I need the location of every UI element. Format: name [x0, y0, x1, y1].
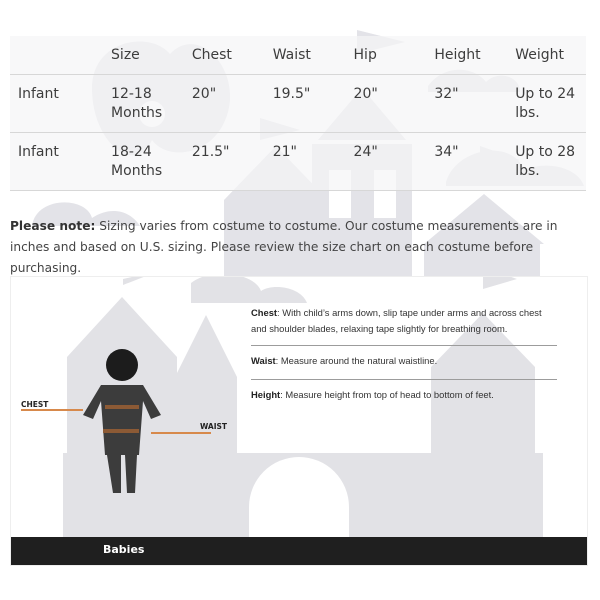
waist-diagram-label: WAIST — [200, 422, 228, 431]
table-cell: 21.5" — [191, 143, 230, 160]
footer-label: Babies — [103, 543, 145, 556]
size-chart-table — [10, 36, 586, 191]
guide-chest — [251, 305, 557, 337]
table-cell: 32" — [434, 85, 459, 102]
measurement-diagram — [10, 276, 588, 566]
table-cell: 19.5" — [272, 85, 311, 102]
header-category — [10, 36, 111, 74]
header-size: Size — [111, 47, 140, 63]
table-cell: 20" — [191, 85, 217, 102]
guide-height — [251, 387, 557, 403]
chest-diagram-label: CHEST — [21, 400, 49, 409]
table-cell: 12-18 Months — [111, 85, 163, 121]
note-label: Please note: — [10, 219, 96, 233]
table-cell: Infant — [18, 143, 59, 160]
table-cell: Up to 28 lbs. — [515, 143, 576, 179]
sizing-note — [10, 216, 590, 279]
header-weight: Weight — [515, 47, 564, 63]
table-cell: 20" — [353, 85, 378, 102]
guide-divider — [251, 379, 557, 380]
guide-waist-label: Waist — [251, 355, 276, 366]
diagram-footer — [11, 537, 587, 565]
guide-chest-text: : With child’s arms down, slip tape under arms and across chest and shoulder blades, relaxing tape slightly for breathing room. — [251, 307, 542, 334]
header-height: Height — [434, 47, 481, 63]
guide-divider — [251, 345, 557, 346]
table-cell: 34" — [434, 143, 459, 160]
table-header-row — [10, 36, 586, 74]
table-row — [10, 132, 586, 190]
guide-waist-text: : Measure around the natural waistline. — [275, 355, 438, 366]
note-text: Sizing varies from costume to costume. Our costume measurements are in inches and based on U.S. sizing. Please review the size chart on each costume before purchasing. — [10, 219, 558, 275]
table-cell: 18-24 Months — [111, 143, 163, 179]
table-row — [10, 74, 586, 132]
guide-height-label: Height — [251, 389, 281, 400]
header-chest: Chest — [191, 47, 232, 63]
guide-chest-label: Chest — [251, 307, 278, 318]
table-cell: 24" — [353, 143, 378, 160]
table-cell: Up to 24 lbs. — [515, 85, 576, 121]
table-cell: Infant — [18, 85, 59, 102]
header-waist: Waist — [272, 47, 311, 63]
header-hip: Hip — [353, 47, 377, 63]
guide-waist — [251, 353, 557, 369]
table-cell: 21" — [272, 143, 297, 160]
guide-height-text: : Measure height from top of head to bottom of feet. — [280, 389, 494, 400]
